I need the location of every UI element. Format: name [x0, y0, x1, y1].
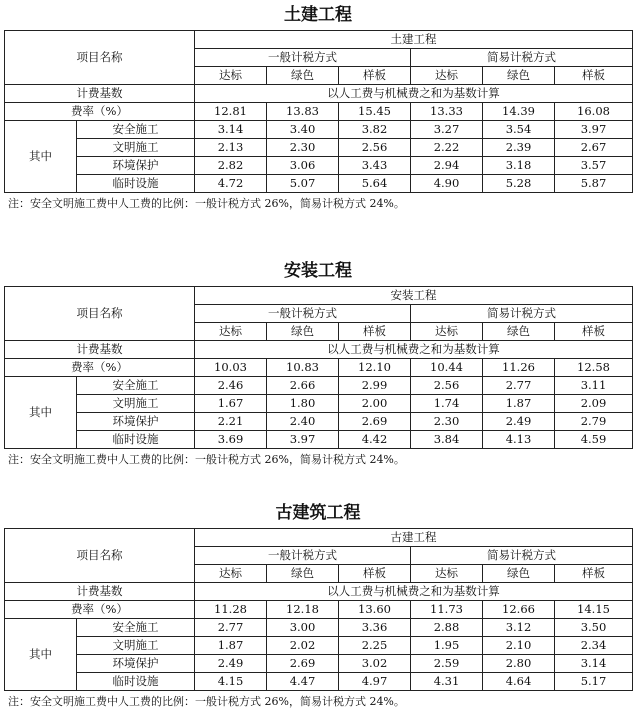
level-header: 达标: [411, 323, 483, 341]
value-cell: 4.31: [411, 673, 483, 691]
value-cell: 2.21: [195, 413, 267, 431]
value-cell: 4.90: [411, 175, 483, 193]
footnote: 注：安全文明施工费中人工费的比例：一般计税方式 26%，简易计税方式 24%。: [8, 453, 405, 466]
rate-cell: 10.44: [411, 359, 483, 377]
base-label: 计费基数: [5, 341, 195, 359]
value-cell: 2.77: [195, 619, 267, 637]
value-cell: 4.72: [195, 175, 267, 193]
sub-row: [5, 157, 633, 175]
sub-row: [5, 175, 633, 193]
section-title: 古建筑工程: [275, 503, 361, 523]
value-cell: 4.97: [339, 673, 411, 691]
rate-row: [5, 601, 633, 619]
value-cell: 3.02: [339, 655, 411, 673]
rate-cell: 12.66: [483, 601, 555, 619]
value-cell: 3.12: [483, 619, 555, 637]
sub-row: [5, 655, 633, 673]
value-cell: 2.10: [483, 637, 555, 655]
value-cell: 3.14: [555, 655, 633, 673]
level-header: 样板: [339, 67, 411, 85]
value-cell: 4.15: [195, 673, 267, 691]
value-cell: 3.11: [555, 377, 633, 395]
value-cell: 4.47: [267, 673, 339, 691]
table-header-row: [5, 529, 633, 547]
value-cell: 2.30: [267, 139, 339, 157]
project-type-header: 安装工程: [195, 287, 633, 305]
level-header: 绿色: [267, 67, 339, 85]
sub-row: [5, 619, 633, 637]
value-cell: 1.80: [267, 395, 339, 413]
value-cell: 1.67: [195, 395, 267, 413]
value-cell: 2.88: [411, 619, 483, 637]
level-header: 绿色: [483, 323, 555, 341]
sub-label: 文明施工: [77, 637, 195, 655]
value-cell: 3.97: [555, 121, 633, 139]
value-cell: 2.56: [339, 139, 411, 157]
value-cell: 2.56: [411, 377, 483, 395]
rate-cell: 10.03: [195, 359, 267, 377]
value-cell: 5.07: [267, 175, 339, 193]
rate-label: 费率（%）: [5, 601, 195, 619]
table-header-row: [5, 287, 633, 305]
rate-cell: 11.73: [411, 601, 483, 619]
rate-label: 费率（%）: [5, 103, 195, 121]
base-label: 计费基数: [5, 85, 195, 103]
footnote: 注：安全文明施工费中人工费的比例：一般计税方式 26%，简易计税方式 24%。: [8, 695, 405, 708]
value-cell: 2.13: [195, 139, 267, 157]
project-type-header: 土建工程: [195, 31, 633, 49]
rate-row: [5, 359, 633, 377]
project-type-header: 古建工程: [195, 529, 633, 547]
value-cell: 1.87: [483, 395, 555, 413]
sub-label: 文明施工: [77, 395, 195, 413]
rate-cell: 12.58: [555, 359, 633, 377]
level-header: 样板: [339, 323, 411, 341]
value-cell: 2.67: [555, 139, 633, 157]
sub-row: [5, 413, 633, 431]
sub-label: 环境保护: [77, 157, 195, 175]
group-label: 其中: [5, 619, 77, 691]
value-cell: 2.30: [411, 413, 483, 431]
fee-section: [0, 502, 636, 708]
base-row: [5, 85, 633, 103]
value-cell: 4.64: [483, 673, 555, 691]
value-cell: 2.49: [195, 655, 267, 673]
value-cell: 5.17: [555, 673, 633, 691]
rate-cell: 11.26: [483, 359, 555, 377]
value-cell: 5.64: [339, 175, 411, 193]
value-cell: 2.77: [483, 377, 555, 395]
fee-table: [4, 528, 633, 691]
value-cell: 2.94: [411, 157, 483, 175]
rate-cell: 12.81: [195, 103, 267, 121]
group-label: 其中: [5, 121, 77, 193]
value-cell: 3.40: [267, 121, 339, 139]
value-cell: 2.82: [195, 157, 267, 175]
level-header: 样板: [339, 565, 411, 583]
base-value: 以人工费与机械费之和为基数计算: [195, 583, 633, 601]
value-cell: 1.74: [411, 395, 483, 413]
sub-row: [5, 377, 633, 395]
sub-row: [5, 139, 633, 157]
value-cell: 2.34: [555, 637, 633, 655]
simple-tax-header: 简易计税方式: [411, 547, 633, 565]
section-title: 土建工程: [284, 5, 352, 25]
sub-label: 环境保护: [77, 655, 195, 673]
level-header: 样板: [555, 67, 633, 85]
value-cell: 4.59: [555, 431, 633, 449]
value-cell: 1.95: [411, 637, 483, 655]
value-cell: 3.69: [195, 431, 267, 449]
fee-table: [4, 286, 633, 449]
value-cell: 3.84: [411, 431, 483, 449]
sub-row: [5, 673, 633, 691]
sub-row: [5, 637, 633, 655]
base-value: 以人工费与机械费之和为基数计算: [195, 341, 633, 359]
value-cell: 2.22: [411, 139, 483, 157]
value-cell: 2.40: [267, 413, 339, 431]
value-cell: 2.39: [483, 139, 555, 157]
level-header: 绿色: [483, 565, 555, 583]
rate-label: 费率（%）: [5, 359, 195, 377]
value-cell: 3.27: [411, 121, 483, 139]
rate-cell: 13.60: [339, 601, 411, 619]
value-cell: 3.97: [267, 431, 339, 449]
level-header: 样板: [555, 565, 633, 583]
base-row: [5, 341, 633, 359]
fee-section: [0, 260, 636, 466]
level-header: 达标: [411, 67, 483, 85]
value-cell: 2.02: [267, 637, 339, 655]
value-cell: 2.69: [339, 413, 411, 431]
value-cell: 3.00: [267, 619, 339, 637]
value-cell: 2.09: [555, 395, 633, 413]
value-cell: 2.80: [483, 655, 555, 673]
footnote: 注：安全文明施工费中人工费的比例：一般计税方式 26%，简易计税方式 24%。: [8, 197, 405, 210]
sub-label: 安全施工: [77, 619, 195, 637]
level-header: 样板: [555, 323, 633, 341]
sub-row: [5, 395, 633, 413]
group-label: 其中: [5, 377, 77, 449]
value-cell: 2.46: [195, 377, 267, 395]
rate-cell: 10.83: [267, 359, 339, 377]
sub-label: 安全施工: [77, 121, 195, 139]
general-tax-header: 一般计税方式: [195, 305, 411, 323]
level-header: 绿色: [267, 323, 339, 341]
value-cell: 3.54: [483, 121, 555, 139]
value-cell: 2.99: [339, 377, 411, 395]
value-cell: 3.82: [339, 121, 411, 139]
sub-row: [5, 121, 633, 139]
sub-label: 安全施工: [77, 377, 195, 395]
value-cell: 1.87: [195, 637, 267, 655]
value-cell: 4.42: [339, 431, 411, 449]
rate-cell: 14.15: [555, 601, 633, 619]
level-header: 达标: [195, 565, 267, 583]
base-label: 计费基数: [5, 583, 195, 601]
section-title: 安装工程: [284, 261, 352, 281]
value-cell: 4.13: [483, 431, 555, 449]
rate-row: [5, 103, 633, 121]
rate-cell: 13.33: [411, 103, 483, 121]
value-cell: 3.06: [267, 157, 339, 175]
level-header: 达标: [411, 565, 483, 583]
sub-row: [5, 431, 633, 449]
rate-cell: 12.10: [339, 359, 411, 377]
simple-tax-header: 简易计税方式: [411, 49, 633, 67]
level-header: 绿色: [267, 565, 339, 583]
sub-label: 环境保护: [77, 413, 195, 431]
level-header: 达标: [195, 67, 267, 85]
item-name-header: 项目名称: [5, 31, 195, 85]
sub-label: 临时设施: [77, 673, 195, 691]
value-cell: 3.50: [555, 619, 633, 637]
value-cell: 2.79: [555, 413, 633, 431]
rate-cell: 16.08: [555, 103, 633, 121]
simple-tax-header: 简易计税方式: [411, 305, 633, 323]
rate-cell: 11.28: [195, 601, 267, 619]
base-row: [5, 583, 633, 601]
fee-section: [0, 4, 636, 210]
level-header: 绿色: [483, 67, 555, 85]
sub-label: 临时设施: [77, 431, 195, 449]
sub-label: 文明施工: [77, 139, 195, 157]
general-tax-header: 一般计税方式: [195, 547, 411, 565]
sub-label: 临时设施: [77, 175, 195, 193]
rate-cell: 13.83: [267, 103, 339, 121]
value-cell: 2.00: [339, 395, 411, 413]
value-cell: 2.59: [411, 655, 483, 673]
value-cell: 5.28: [483, 175, 555, 193]
value-cell: 3.57: [555, 157, 633, 175]
general-tax-header: 一般计税方式: [195, 49, 411, 67]
rate-cell: 14.39: [483, 103, 555, 121]
value-cell: 5.87: [555, 175, 633, 193]
item-name-header: 项目名称: [5, 287, 195, 341]
base-value: 以人工费与机械费之和为基数计算: [195, 85, 633, 103]
item-name-header: 项目名称: [5, 529, 195, 583]
rate-cell: 15.45: [339, 103, 411, 121]
value-cell: 2.69: [267, 655, 339, 673]
value-cell: 3.14: [195, 121, 267, 139]
value-cell: 3.43: [339, 157, 411, 175]
value-cell: 2.25: [339, 637, 411, 655]
table-header-row: [5, 31, 633, 49]
fee-table: [4, 30, 633, 193]
value-cell: 2.49: [483, 413, 555, 431]
value-cell: 3.36: [339, 619, 411, 637]
level-header: 达标: [195, 323, 267, 341]
value-cell: 3.18: [483, 157, 555, 175]
value-cell: 2.66: [267, 377, 339, 395]
rate-cell: 12.18: [267, 601, 339, 619]
